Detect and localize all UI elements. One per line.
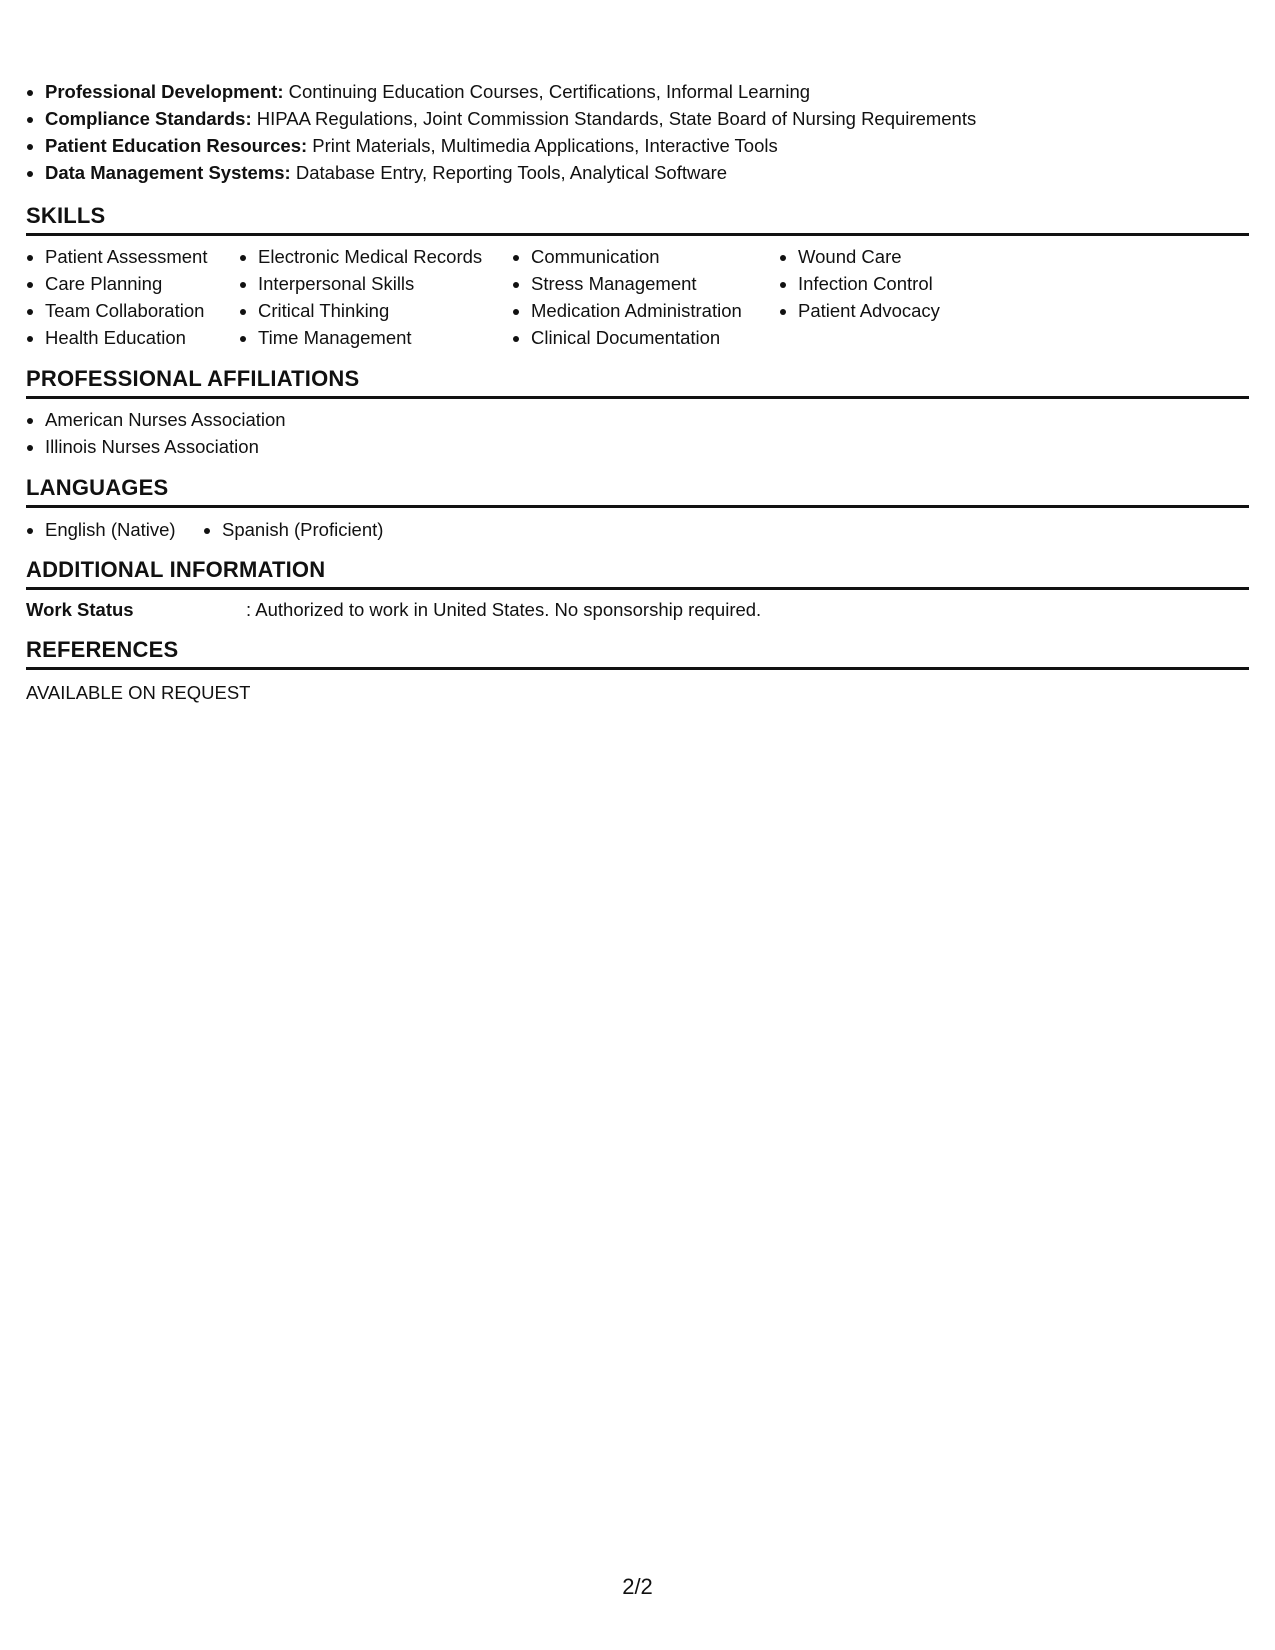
- item-text: Continuing Education Courses, Certifications, Informal Learning: [283, 81, 811, 102]
- references-section: [26, 637, 1249, 706]
- page-number: 2/2: [622, 1574, 653, 1599]
- skill-item: Medication Administration: [512, 297, 779, 324]
- item-text: HIPAA Regulations, Joint Commission Standards, State Board of Nursing Requirements: [251, 108, 977, 129]
- item-text: Database Entry, Reporting Tools, Analytical Software: [290, 162, 728, 183]
- skill-item: Critical Thinking: [239, 297, 512, 324]
- language-item: Spanish (Proficient): [203, 516, 383, 543]
- work-status-row: [26, 596, 1249, 623]
- top-bullet-list: [26, 78, 1249, 186]
- skill-item: Clinical Documentation: [512, 324, 779, 351]
- item-label: Patient Education Resources:: [45, 135, 308, 156]
- skill-item: Wound Care: [779, 243, 1029, 270]
- skills-column: [512, 243, 779, 351]
- skill-item: Time Management: [239, 324, 512, 351]
- list-item: [26, 105, 1249, 132]
- skills-section: [26, 203, 1249, 351]
- list-item: [26, 132, 1249, 159]
- skills-column: [26, 243, 239, 351]
- list-item: [26, 159, 1249, 186]
- skill-item: Infection Control: [779, 270, 1029, 297]
- skill-item: Patient Assessment: [26, 243, 239, 270]
- list-item: [26, 78, 1249, 105]
- skill-item: Health Education: [26, 324, 239, 351]
- work-status-value: : Authorized to work in United States. No sponsorship required.: [246, 599, 762, 620]
- affiliations-heading: PROFESSIONAL AFFILIATIONS: [26, 366, 1249, 399]
- affiliations-list: [26, 406, 1249, 460]
- affiliation-item: American Nurses Association: [26, 406, 1249, 433]
- additional-info-heading: ADDITIONAL INFORMATION: [26, 557, 1249, 590]
- skill-item: Stress Management: [512, 270, 779, 297]
- skill-item: Patient Advocacy: [779, 297, 1029, 324]
- item-label: Professional Development:: [45, 81, 284, 102]
- affiliations-section: [26, 366, 1249, 460]
- language-item: English (Native): [26, 516, 203, 543]
- references-heading: REFERENCES: [26, 637, 1249, 670]
- resume-page: [26, 78, 1249, 706]
- skill-item: Communication: [512, 243, 779, 270]
- languages-list: [26, 516, 1249, 543]
- skill-item: Care Planning: [26, 270, 239, 297]
- skills-column: [779, 243, 1029, 351]
- item-text: Print Materials, Multimedia Applications, Interactive Tools: [307, 135, 778, 156]
- references-text: AVAILABLE ON REQUEST: [26, 682, 251, 703]
- work-status-label: Work Status: [26, 599, 134, 620]
- languages-heading: LANGUAGES: [26, 475, 1249, 508]
- skill-item: Electronic Medical Records: [239, 243, 512, 270]
- skill-item: Team Collaboration: [26, 297, 239, 324]
- skill-item: Interpersonal Skills: [239, 270, 512, 297]
- languages-section: [26, 475, 1249, 543]
- additional-info-section: [26, 557, 1249, 623]
- item-label: Compliance Standards:: [45, 108, 252, 129]
- skills-heading: SKILLS: [26, 203, 1249, 236]
- affiliation-item: Illinois Nurses Association: [26, 433, 1249, 460]
- item-label: Data Management Systems:: [45, 162, 291, 183]
- skills-column: [239, 243, 512, 351]
- skills-grid: [26, 243, 1249, 351]
